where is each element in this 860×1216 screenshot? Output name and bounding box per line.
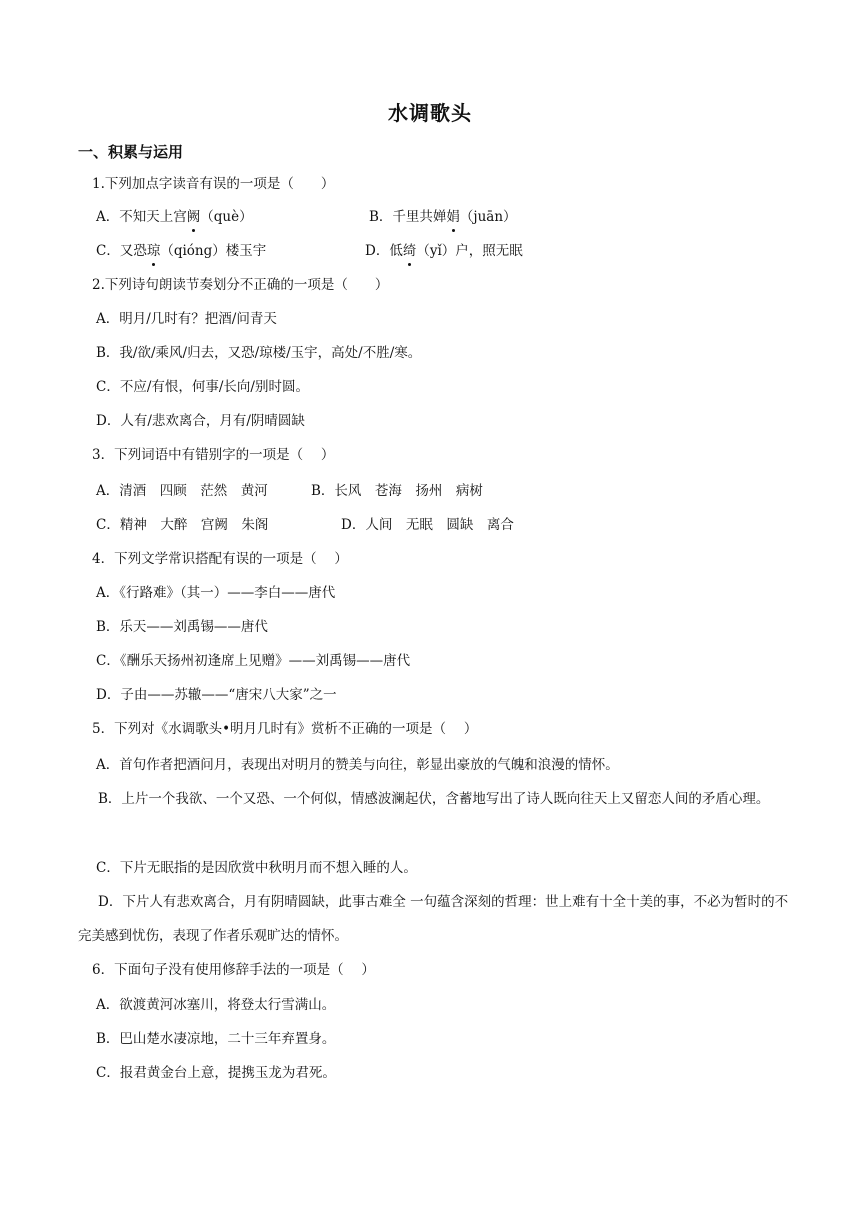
question-1-option-b xyxy=(369,205,517,229)
dotted-character: 绮 xyxy=(403,239,417,263)
question-3-options-row-2 xyxy=(96,513,796,537)
question-4-option-d: D．子由——苏辙——“唐宋八大家”之一 xyxy=(96,687,337,703)
question-1-option-c xyxy=(96,239,266,263)
question-1-option-a xyxy=(96,205,253,229)
question-2-option-c: C．不应/有恨，何事/长向/别时圆。 xyxy=(96,379,309,395)
question-2-option-b: B．我/欲/乘风/归去，又恐/琼楼/玉宇，高处/不胜/寒。 xyxy=(96,345,422,361)
question-6-option-b: B．巴山楚水凄凉地，二十三年弃置身。 xyxy=(96,1031,336,1047)
question-3-option-c: C．精神 大醉 宫阙 朱阁 xyxy=(96,517,269,533)
question-1-stem: 1.下列加点字读音有误的一项是（ ） xyxy=(92,176,335,192)
option-text: B．千里共婵 xyxy=(369,209,447,225)
question-5-option-b: B．上片一个我欲、一个又恐、一个何似，情感波澜起伏，含蓄地写出了诗人既向往天上又留恋人间的矛盾心理。 xyxy=(98,791,770,807)
option-pinyin: （qióng）楼玉宇 xyxy=(160,243,267,259)
question-2-option-d: D．人有/悲欢离合，月有/阴晴圆缺 xyxy=(96,413,305,429)
option-pinyin: （juān） xyxy=(459,209,517,225)
question-4-stem: 4．下列文学常识搭配有误的一项是（ ） xyxy=(92,551,348,567)
option-text: C．又恐 xyxy=(96,243,147,259)
question-3-option-b: B．长风 苍海 扬州 病树 xyxy=(311,483,483,499)
question-6-option-a: A．欲渡黄河冰塞川，将登太行雪满山。 xyxy=(96,997,336,1013)
question-1-options-row-1 xyxy=(96,205,796,229)
question-5-stem: 5．下列对《水调歌头•明月几时有》赏析不正确的一项是（ ） xyxy=(92,721,478,737)
option-pinyin: （yǐ）户，照无眠 xyxy=(416,243,523,259)
document-title: 水调歌头 xyxy=(388,101,472,125)
question-3-options-row-1 xyxy=(96,479,796,503)
question-6-stem: 6．下面句子没有使用修辞手法的一项是（ ） xyxy=(92,962,375,978)
question-3-option-d: D．人间 无眠 圆缺 离合 xyxy=(341,517,514,533)
option-pinyin: （què） xyxy=(200,209,253,225)
question-3-stem: 3．下列词语中有错别字的一项是（ ） xyxy=(92,447,335,463)
question-5-option-d: D．下片人有悲欢离合，月有阴晴圆缺，此事古难全 一句蕴含深刻的哲理：世上难有十全十美的事，不必为暂时的不完美感到忧伤，表现了作者乐观旷达的情怀。 xyxy=(78,894,789,944)
question-3-option-a: A．清酒 四顾 茫然 黄河 xyxy=(96,483,268,499)
question-4-option-a: A．《行路难》（其一）——李白——唐代 xyxy=(96,585,336,601)
question-5-option-c: C．下片无眠指的是因欣赏中秋明月而不想入睡的人。 xyxy=(96,860,417,876)
dotted-character: 琼 xyxy=(147,239,161,263)
question-4-option-b: B．乐天——刘禹锡——唐代 xyxy=(96,619,268,635)
option-text: D．低 xyxy=(365,243,403,259)
question-5-option-a: A．首句作者把酒问月，表现出对明月的赞美与向往，彰显出豪放的气魄和浪漫的情怀。 xyxy=(96,757,619,773)
question-1-option-d xyxy=(365,239,523,263)
question-2-option-a: A．明月/几时有？把酒/问青天 xyxy=(96,311,277,327)
dotted-character: 娟 xyxy=(446,205,460,229)
question-1-options-row-2 xyxy=(96,239,796,263)
question-4-option-c: C．《酬乐天扬州初逢席上见赠》——刘禹锡——唐代 xyxy=(96,653,411,669)
dotted-character: 阙 xyxy=(187,205,201,229)
option-text: A．不知天上宫 xyxy=(96,209,187,225)
question-2-stem: 2.下列诗句朗读节奏划分不正确的一项是（ ） xyxy=(92,277,389,293)
question-6-option-c: C．报君黄金台上意，提携玉龙为君死。 xyxy=(96,1065,336,1081)
section-heading: 一、积累与运用 xyxy=(78,143,184,161)
